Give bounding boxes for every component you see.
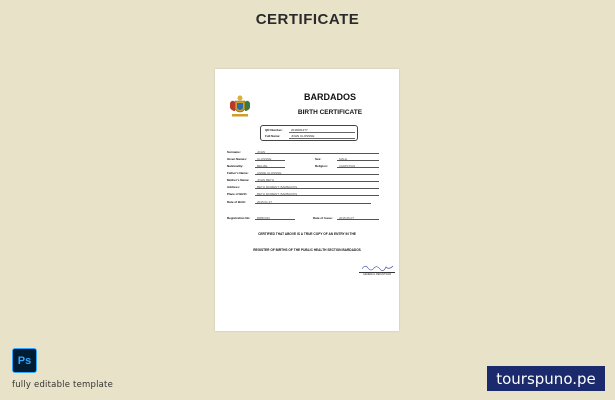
- certification-statement: CERTIFIED THAT ABOVE IS A TRUE COPY OF AN ENTRY IN THE: [258, 232, 356, 236]
- field-given-names: [227, 156, 285, 161]
- certificate-document: [215, 69, 399, 331]
- field-label: Given Names:: [227, 157, 248, 161]
- field-value: BETH MOMENT, BARBADOS: [255, 192, 379, 196]
- field-place-of-birth: [227, 191, 379, 196]
- photoshop-icon: Ps: [12, 348, 37, 373]
- field-nationality: [227, 163, 285, 168]
- field-label: Date of Birth:: [227, 200, 246, 204]
- field-mother-name: [227, 177, 379, 182]
- qr-number-row: [265, 128, 355, 133]
- field-label: Registration No:: [227, 216, 251, 220]
- full-name-value: JOHN CLOSSNE: [289, 134, 355, 139]
- full-name-row: [265, 134, 355, 139]
- field-value: ANNIE CLOSSNE: [255, 171, 379, 175]
- brand-badge[interactable]: tourspuno.pe: [487, 366, 605, 391]
- field-value: MALE: [337, 157, 379, 161]
- field-value: BETH MOMENT, BARBADOS: [255, 185, 379, 189]
- signature-label: GENERAL REGISTRAR: [362, 273, 392, 276]
- field-date-of-issue: [313, 215, 379, 220]
- field-label: Nationality:: [227, 164, 244, 168]
- full-name-label: Full Name:: [265, 134, 281, 138]
- qr-number-label: QR Number:: [265, 128, 283, 132]
- field-value: 2015.09.07: [337, 216, 379, 220]
- certificate-type: BIRTH CERTIFICATE: [297, 109, 363, 116]
- field-address: [227, 184, 379, 189]
- field-father-name: [227, 170, 379, 175]
- field-value: CHRISTIAN: [337, 164, 379, 168]
- field-label: Place of Birth:: [227, 192, 248, 196]
- editable-template-text: fully editable template: [12, 380, 114, 390]
- field-label: Religion:: [315, 164, 328, 168]
- field-value: JOHN BETH: [255, 178, 379, 182]
- field-date-of-birth: [227, 199, 371, 204]
- field-label: Surname:: [227, 150, 241, 154]
- certificate-country: BARDADOS: [303, 92, 356, 102]
- coat-of-arms-icon: [227, 93, 253, 119]
- field-sex: [315, 156, 379, 161]
- id-box: [260, 125, 358, 141]
- field-label: Mother's Name:: [227, 178, 250, 182]
- field-label: Father's Name:: [227, 171, 249, 175]
- field-value: JOHN: [255, 150, 379, 154]
- field-surname: [227, 149, 379, 154]
- signature: [359, 264, 399, 271]
- field-label: Date of Issue:: [313, 216, 333, 220]
- register-statement: REGISTER OF BIRTHS OF THE PUBLIC HEALTH SECTION BARDADOS: [253, 248, 361, 252]
- field-registration: [227, 215, 295, 220]
- field-label: Address:: [227, 185, 241, 189]
- field-value: BELIZE: [255, 164, 285, 168]
- field-label: Sex:: [315, 157, 322, 161]
- field-value: 2015.01.27: [255, 200, 371, 204]
- qr-number-value: 2016001277: [289, 128, 355, 133]
- field-value: BRB0333: [255, 216, 295, 220]
- field-value: CLOSSNE: [255, 157, 285, 161]
- page-title: CERTIFICATE: [255, 11, 360, 28]
- field-religion: [315, 163, 379, 168]
